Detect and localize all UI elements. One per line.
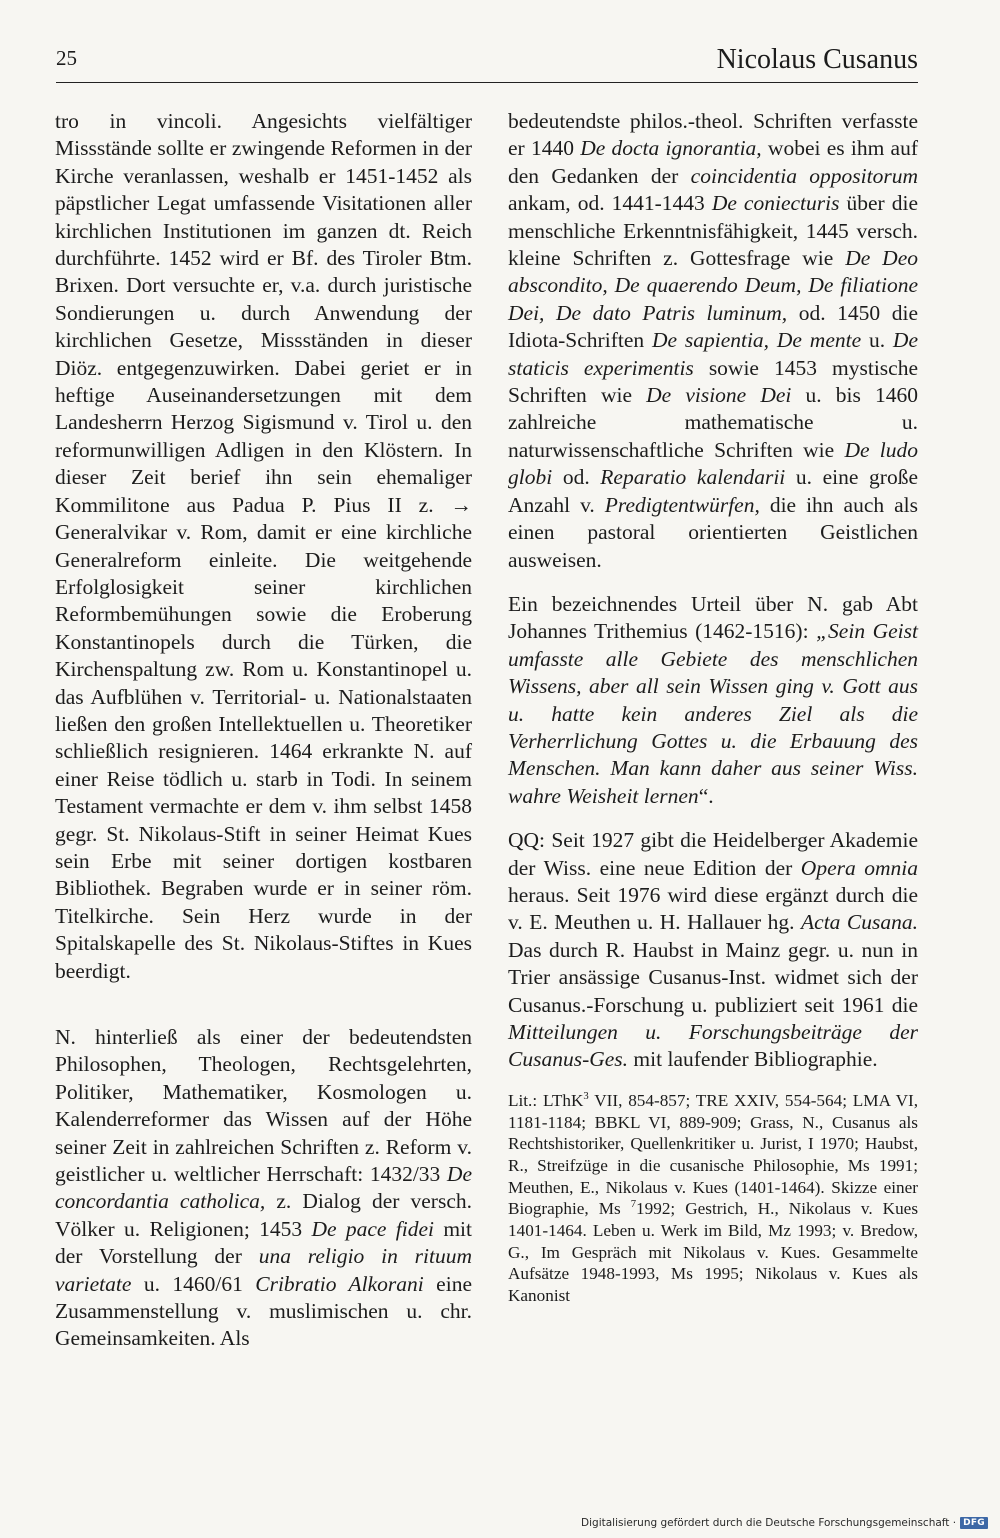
dfg-logo: DFG — [960, 1517, 988, 1529]
digitization-footer — [581, 1514, 988, 1532]
paragraph-quote: Ein bezeichnendes Urteil über N. gab Abt Johannes Trithemius (1462-1516): „Sein Geist umfasste alle Gebiete des menschlichen Wissens, aber all sein Wissen ging v. Gott aus u. hatte kein anderes Ziel als die Verherrlichung Gottes u. die Erbauung des Menschen. Man kann daher aus seiner Wiss. wahre Weisheit lernen“. — [508, 591, 918, 808]
page-number: 25 — [56, 46, 77, 70]
paragraph-works: N. hinterließ als einer der bedeutendsten Philosophen, Theologen, Rechtsgelehrten, Politiker, Mathematiker, Kosmologen u. Kalenderreformer das Wissen auf der Höhe seiner Zeit in zahlreichen Schriften z. Reform v. geistlicher u. weltlicher Herrschaft: 1432/33 De concordantia catholica, z. Dialog der versch. Völker u. Religionen; 1453 De pace fidei mit der Vorstellung der una religio in rituum varietate u. 1460/61 Cribratio Alkorani eine Zusammenstellung v. muslimischen u. chr. Gemeinsamkeiten. Als — [55, 1025, 472, 1351]
right-column — [508, 108, 918, 1307]
footer-text: Digitalisierung gefördert durch die Deutsche Forschungsgemeinschaft · — [581, 1517, 957, 1529]
page-header — [56, 40, 918, 80]
header-rule — [56, 82, 918, 83]
paragraph-literature: Lit.: LThK$^3$ VII, 854-857; TRE XXIV, 554-564; LMA VI, 1181-1184; BBKL VI, 889-909; Grass, N., Cusanus als Rechtshistoriker, Quellenkritiker u. Jurist, I 1970; Haubst, R., Streifzüge in die cusanische Philosophie, Ms 1991; Meuthen, E., Nikolaus v. Kues (1401-1464). Skizze einer Biographie, Ms $^7$1992; Gestrich, H., Nikolaus v. Kues 1401-1464. Leben u. Werk im Bild, Mz 1993; v. Bredow, G., Im Gespräch mit Nikolaus v. Kues. Gesammelte Aufsätze 1948-1993, Ms 1995; Nikolaus v. Kues als Kanonist — [508, 1090, 919, 1306]
paragraph-sources: QQ: Seit 1927 gibt die Heidelberger Akademie der Wiss. eine neue Edition der Opera omnia heraus. Seit 1976 wird diese ergänzt durch die v. E. Meuthen u. H. Hallauer hg. Acta Cusana. Das durch R. Haubst in Mainz gegr. u. nun in Trier ansässige Cusanus-Inst. widmet sich der Cusanus.-Forschung u. publiziert seit 1961 die Mitteilungen u. Forschungsbeiträge der Cusanus-Ges. mit laufender Bibliographie. — [508, 828, 919, 1072]
paragraph-biography: tro in vincoli. Angesichts vielfältiger Missstände sollte er zwingende Reformen in der Kirche veranlassen, weshalb er 1451-1452 als päpstlicher Legat umfassende Visitationen aller kirchlichen Institutionen im ganzen dt. Reich durchführte. 1452 wird er Bf. des Tiroler Btm. Brixen. Dort versuchte er, v.a. durch juristische Sondierungen u. durch Anwendung der kirchlichen Gesetze, Missständen in dieser Diöz. entgegenzuwirken. Dabei geriet er in heftige Auseinandersetzungen mit dem Landesherrn Herzog Sigismund v. Tirol u. den reformunwilligen Adligen in den Klöstern. In dieser Zeit berief ihn sein ehemaliger Kommilitone aus Padua P. Pius II z. → Generalvikar v. Rom, damit er eine kirchliche Generalreform einleite. Die weitgehende Erfolglosigkeit seiner kirchlichen Reformbemühungen sowie die Eroberung Konstantinopels durch die Türken, die Kirchenspaltung zw. Rom u. Konstantinopel u. das Aufblühen v. Territorial- u. Nationalstaaten ließen den großen Intellektuellen u. Theoretiker schließlich resignieren. 1464 erkrankte N. auf einer Reise tödlich u. starb in Todi. In seinem Testament vermachte er dem v. ihm selbst 1458 gegr. St. Nikolaus-Stift in seiner Heimat Kues sein Erbe mit seiner dortigen kostbaren Bibliothek. Begraben wurde er in seiner röm. Titelkirche. Sein Herz wurde in der Spitalskapelle des St. Nikolaus-Stiftes in Kues beerdigt. — [55, 109, 472, 983]
running-title: Nicolaus Cusanus — [716, 44, 918, 75]
paragraph-philosophical-works: bedeutendste philos.-theol. Schriften verfasste er 1440 De docta ignorantia, wobei es ihm auf den Gedanken der coincidentia oppositorum ankam, od. 1441-1443 De coniecturis über die menschliche Erkenntnisfähigkeit, 1445 versch. kleine Schriften z. Gottesfrage wie De Deo abscondito, De quaerendo Deum, De filiatione Dei, De dato Patris luminum, od. 1450 die Idiota-Schriften De sapientia, De mente u. De staticis experimentis sowie 1453 mystische Schriften wie De visione Dei u. bis 1460 zahlreiche mathematische u. naturwissenschaftliche Schriften wie De ludo globi od. Reparatio kalendarii u. eine große Anzahl v. Predigtentwürfen, die ihn auch als einen pastoral orientierten Geistlichen ausweisen. — [508, 109, 919, 572]
left-column — [55, 108, 472, 1353]
